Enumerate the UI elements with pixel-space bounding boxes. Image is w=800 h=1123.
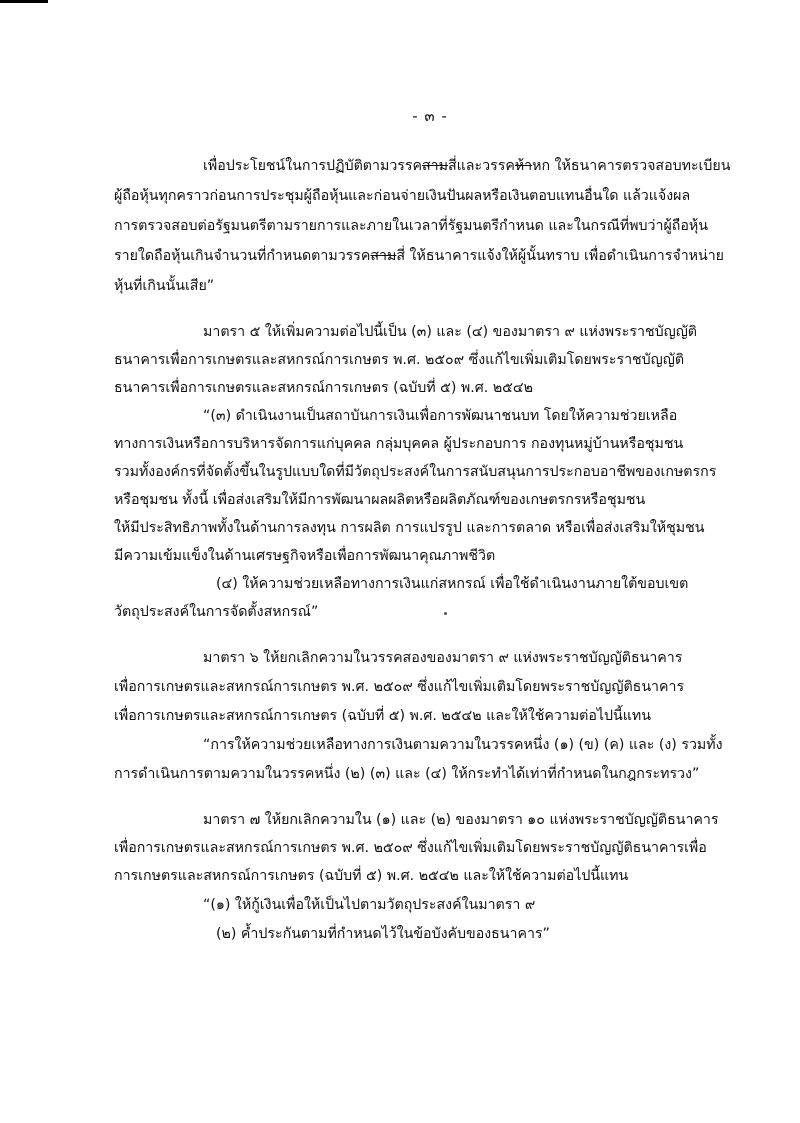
section-5-line-1: มาตรา ๕ ให้เพิ่มความต่อไปนี้เป็น (๓) และ (๔) ของมาตรา ๙ แห่งพระราชบัญญัติ — [203, 324, 697, 340]
scan-edge-mark — [0, 0, 48, 3]
paragraph-1-line-1-mid: สี่และวรรค — [448, 158, 515, 174]
paragraph-1-line-2: ผู้ถือหุ้นทุกคราวก่อนการประชุมผู้ถือหุ้นและก่อนจ่ายเงินปันผลหรือเงินตอบแทนอื่นใด แล้วแจ้งผล — [114, 188, 691, 204]
struck-text: ห้า — [514, 158, 533, 174]
scan-dot — [444, 612, 447, 615]
page-number: - ๓ - — [412, 107, 448, 125]
section-6-line-4: “การให้ความช่วยเหลือทางการเงินตามความในวรรคหนึ่ง (๑) (ข) (ค) และ (ง) รวมทั้ง — [203, 737, 723, 753]
struck-text: สาม — [370, 248, 397, 264]
section-5-line-10: (๔) ให้ความช่วยเหลือทางการเงินแก่สหกรณ์ เพื่อใช้ดำเนินงานภายใต้ขอบเขต — [216, 576, 689, 592]
section-5-line-6: รวมทั้งองค์กรที่จัดตั้งขึ้นในรูปแบบใดที่มีวัตถุประสงค์ในการสนับสนุนการประกอบอาชีพของเกษตรกร — [114, 464, 717, 480]
section-7-line-2: เพื่อการเกษตรและสหกรณ์การเกษตร พ.ศ. ๒๕๐๙ ซึ่งแก้ไขเพิ่มเติมโดยพระราชบัญญัติธนาคารเพื่อ — [114, 840, 707, 856]
section-5-line-8: ให้มีประสิทธิภาพทั้งในด้านการลงทุน การผลิต การแปรรูป และการตลาด หรือเพื่อส่งเสริมให้ชุมชน — [114, 520, 705, 536]
section-6-line-1: มาตรา ๖ ให้ยกเลิกความในวรรคสองของมาตรา ๙ แห่งพระราชบัญญัติธนาคาร — [203, 650, 683, 666]
struck-text: สาม — [422, 158, 448, 174]
section-7-line-5: (๒) ค้ำประกันตามที่กำหนดไว้ในข้อบังคับของธนาคาร” — [216, 926, 550, 942]
section-5-line-7: หรือชุมชน ทั้งนี้ เพื่อส่งเสริมให้มีการพัฒนาผลผลิตหรือผลิตภัณฑ์ของเกษตรกรหรือชุมชน — [114, 492, 646, 508]
paragraph-1-line-3: การตรวจสอบต่อรัฐมนตรีตามรายการและภายในเวลาที่รัฐมนตรีกำหนด และในกรณีที่พบว่าผู้ถือหุ้น — [114, 218, 708, 234]
section-7-line-1: มาตรา ๗ ให้ยกเลิกความใน (๑) และ (๒) ของมาตรา ๑๐ แห่งพระราชบัญญัติธนาคาร — [203, 812, 719, 828]
paragraph-1-line-4 — [114, 246, 724, 266]
paragraph-1-line-1-prefix: เพื่อประโยชน์ในการปฏิบัติตามวรรค — [203, 158, 423, 174]
section-6-line-2: เพื่อการเกษตรและสหกรณ์การเกษตร พ.ศ. ๒๕๐๙ ซึ่งแก้ไขเพิ่มเติมโดยพระราชบัญญัติธนาคาร — [114, 679, 685, 695]
section-6-line-5: การดำเนินการตามความในวรรคหนึ่ง (๒) (๓) และ (๔) ให้กระทำได้เท่าที่กำหนดในกฎกระทรวง” — [114, 766, 700, 782]
section-5-line-5: ทางการเงินหรือการบริหารจัดการแก่บุคคล กลุ่มบุคคล ผู้ประกอบการ กองทุนหมู่บ้านหรือชุมชน — [114, 436, 684, 452]
section-5-line-2: ธนาคารเพื่อการเกษตรและสหกรณ์การเกษตร พ.ศ. ๒๕๐๙ ซึ่งแก้ไขเพิ่มเติมโดยพระราชบัญญัติ — [114, 352, 685, 368]
section-5-line-11: วัตถุประสงค์ในการจัดตั้งสหกรณ์” — [114, 604, 319, 620]
section-7-line-3: การเกษตรและสหกรณ์การเกษตร (ฉบับที่ ๕) พ.ศ. ๒๕๔๒ และให้ใช้ความต่อไปนี้แทน — [114, 868, 629, 884]
paragraph-1-line-4-prefix: รายใดถือหุ้นเกินจำนวนที่กำหนดตามวรรค — [114, 248, 371, 264]
section-5-line-4: “(๓) ดำเนินงานเป็นสถาบันการเงินเพื่อการพัฒนาชนบท โดยให้ความช่วยเหลือ — [203, 408, 678, 424]
section-6-line-3: เพื่อการเกษตรและสหกรณ์การเกษตร (ฉบับที่ ๕) พ.ศ. ๒๕๔๒ และให้ใช้ความต่อไปนี้แทน — [114, 708, 651, 724]
section-7-line-4: “(๑) ให้กู้เงินเพื่อให้เป็นไปตามวัตถุประสงค์ในมาตรา ๙ — [203, 897, 536, 913]
section-5-line-9: มีความเข้มแข็งในด้านเศรษฐกิจหรือเพื่อการพัฒนาคุณภาพชีวิต — [114, 548, 496, 564]
paragraph-1-line-1 — [203, 156, 730, 176]
section-5-line-3: ธนาคารเพื่อการเกษตรและสหกรณ์การเกษตร (ฉบับที่ ๕) พ.ศ. ๒๕๔๒ — [114, 380, 534, 396]
paragraph-1-line-4-suffix: สี่ ให้ธนาคารแจ้งให้ผู้นั้นทราบ เพื่อดำเนินการจำหน่าย — [396, 248, 724, 264]
paragraph-1-line-1-suffix: หก ให้ธนาคารตรวจสอบทะเบียน — [532, 158, 731, 174]
paragraph-1-line-5: หุ้นที่เกินนั้นเสีย” — [114, 278, 215, 294]
